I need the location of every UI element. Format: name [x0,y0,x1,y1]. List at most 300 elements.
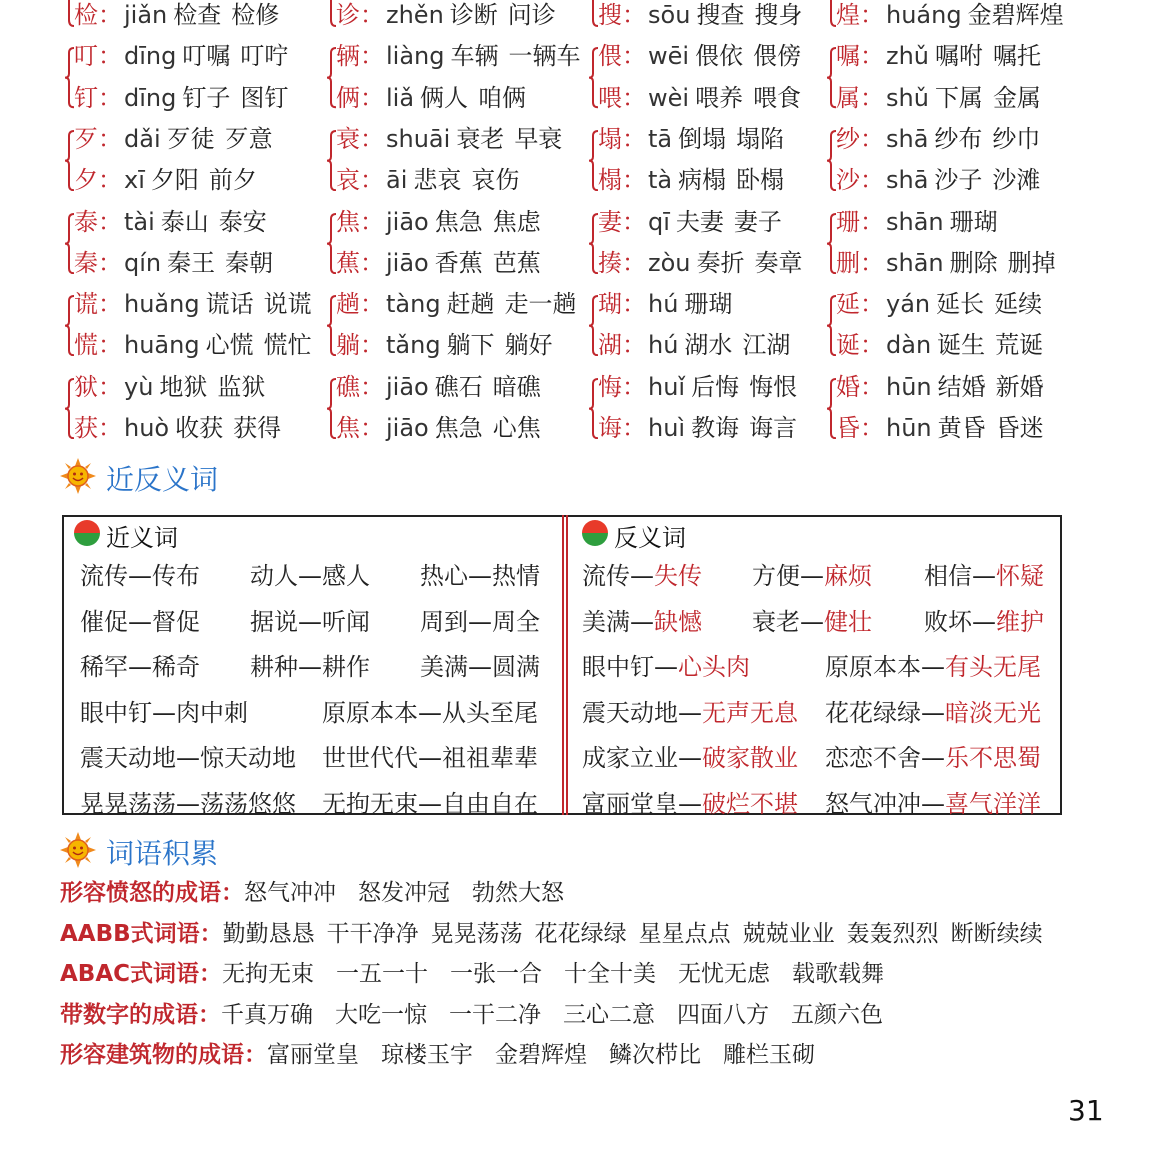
char: 嘱 [836,42,860,71]
colon: ： [860,124,884,153]
pinyin: liǎ [386,83,415,112]
example-word: 偎傍 [753,42,802,71]
colon: ： [98,166,122,195]
char-entry [336,248,551,278]
synonym-pair: 据说—听闻 [250,607,370,636]
example-word: 金碧辉煌 [967,1,1064,29]
char-entry [598,83,811,113]
example-word: 延续 [994,290,1043,319]
idiom: 载歌载舞 [792,961,885,987]
example-word: 谎话 [205,290,254,319]
char-entry [598,330,800,360]
box-divider [562,515,568,815]
antonym-pair [924,556,1044,591]
pinyin: tàng [386,290,441,319]
example-word: 金属 [992,83,1041,112]
brace-icon [826,0,838,28]
ball-icon [582,520,608,546]
colon: ： [622,331,646,360]
example-word: 珊瑚 [949,207,998,236]
page-number: 31 [1068,1094,1104,1127]
char: 煌 [836,1,860,29]
antonym-pair [825,647,1041,682]
pinyin: dīng [124,83,177,112]
colon: ： [98,414,122,442]
antonym-word: 败坏— [924,607,996,636]
section-title-word-accumulation: 词语积累 [106,837,219,870]
example-word: 叮嘱 [182,42,231,71]
char: 慌 [74,331,98,360]
idiom: 一干二净 [449,1001,541,1028]
pinyin: āi [386,166,408,195]
pinyin: hūn [886,414,932,442]
char: 辆 [336,42,360,71]
example-word: 妻子 [733,207,782,236]
synonym-pair: 世世代代—祖祖辈辈 [322,744,538,772]
char: 叮 [74,42,98,71]
colon: ： [860,166,884,195]
idiom: 四面八方 [677,1001,769,1028]
example-word: 删除 [949,248,998,277]
char: 搜 [598,1,622,29]
char: 狱 [74,372,98,401]
pinyin: liàng [386,42,445,71]
example-word: 诲言 [749,414,798,442]
char: 秦 [74,248,98,277]
pinyin: huì [648,414,686,442]
example-word: 问诊 [507,1,556,29]
antonym-opposite: 维护 [996,607,1044,636]
idiom: 大吃一惊 [335,1001,427,1028]
example-word: 夕阳 [150,166,199,195]
example-word: 诞生 [937,331,986,360]
char: 趟 [336,290,360,319]
char-entry [336,330,563,360]
colon: ： [98,372,122,401]
char-entry [74,165,267,195]
example-word: 删掉 [1007,248,1056,277]
pinyin: xī [124,166,145,195]
brace-icon [64,295,76,356]
brace-icon [326,0,338,28]
char-entry [336,413,551,443]
char: 延 [836,290,860,319]
example-word: 获得 [233,414,282,442]
antonym-opposite: 破烂不堪 [702,789,798,818]
colon: ： [98,207,122,236]
char-entry [836,372,1054,402]
accumulation-row [60,955,906,988]
colon: ： [360,1,384,29]
colon: ： [98,248,122,277]
antonym-opposite: 有头无尾 [945,653,1041,681]
example-word: 秦朝 [225,248,274,277]
pinyin: huáng [886,1,962,29]
char-entry [836,289,1052,319]
example-word: 赶趟 [446,290,495,319]
brace-icon [826,130,838,191]
antonym-word: 相信— [924,562,996,590]
colon: ： [860,414,884,442]
char: 妻 [598,207,622,236]
example-word: 咱俩 [478,83,527,112]
idiom: 兢兢业业 [742,920,835,947]
colon: ： [622,83,646,112]
idiom: 晃晃荡荡 [430,920,523,947]
example-word: 车辆 [450,42,499,71]
antonym-word: 方便— [752,562,824,590]
idiom: 无忧无虑 [678,961,771,987]
colon: ： [860,372,884,401]
example-word: 检修 [231,1,280,29]
char-entry [836,41,1051,71]
accumulation-row [60,915,1055,948]
colon: ： [860,331,884,360]
example-word: 暗礁 [492,372,541,401]
brace-icon [326,47,338,108]
example-word: 延长 [936,290,985,319]
colon: ： [622,372,646,401]
colon: ： [360,83,384,112]
char-entry [598,372,807,402]
idiom: 一五一十 [336,961,429,987]
colon: ： [98,124,122,153]
example-word: 钉子 [182,83,231,112]
antonym-word: 原原本本— [825,653,945,681]
example-word: 早衰 [514,124,563,153]
synonym-pair: 周到—周全 [420,607,540,636]
antonym-opposite: 健壮 [824,607,872,636]
char: 焦 [336,207,360,236]
idiom: 千真万确 [221,1001,313,1028]
pinyin: tā [648,124,673,153]
idiom: 怒发冲冠 [358,880,450,906]
example-word: 结婚 [937,372,986,401]
example-word: 倒塌 [678,124,727,153]
pinyin: zhǔ [886,42,930,71]
example-word: 喂养 [695,83,744,112]
example-word: 叮咛 [240,42,289,71]
colon: ： [860,248,884,277]
char-entry [836,165,1050,195]
antonym-word: 衰老— [752,607,824,636]
char: 喂 [598,83,622,112]
char: 谎 [74,290,98,319]
pinyin: hú [648,331,679,360]
antonym-word: 富丽堂皇— [582,789,702,818]
char: 获 [74,414,98,442]
synonyms-header: 近义词 [106,524,178,552]
char-entry [598,41,811,71]
example-word: 新婚 [995,372,1044,401]
colon: ： [98,42,122,71]
example-word: 悔恨 [749,372,798,401]
example-word: 检查 [173,1,222,29]
char: 歹 [74,124,98,153]
char: 夕 [74,166,98,195]
antonym-opposite: 失传 [654,562,702,590]
char-entry [74,289,322,319]
colon: ： [98,331,122,360]
example-word: 前夕 [208,166,257,195]
colon: ： [860,1,884,29]
pinyin: yù [124,372,154,401]
antonym-word: 震天动地— [582,698,702,727]
char: 诲 [598,414,622,442]
pinyin: shā [886,124,929,153]
example-word: 偎依 [695,42,744,71]
antonym-pair [825,738,1041,773]
brace-icon [588,130,600,191]
colon: ： [360,42,384,71]
category-label: 形容建筑物的成语： [60,1042,267,1068]
colon: ： [98,1,122,29]
pinyin: sōu [648,1,691,29]
antonym-pair [582,556,702,591]
antonym-opposite: 心头肉 [678,653,750,681]
pinyin: dīng [124,42,177,71]
example-word: 教诲 [691,414,740,442]
synonym-pair: 稀罕—稀奇 [80,653,200,681]
brace-icon [588,295,600,356]
char: 悔 [598,372,622,401]
antonym-pair [924,602,1044,637]
char-entry [598,289,742,319]
antonym-opposite: 怀疑 [996,562,1044,590]
antonym-pair [752,602,872,637]
char: 湖 [598,331,622,360]
antonym-word: 花花绿绿— [825,698,945,727]
example-word: 卧榻 [736,166,785,195]
accumulation-row [60,874,586,907]
colon: ： [860,83,884,112]
example-word: 监狱 [217,372,266,401]
antonym-opposite: 暗淡无光 [945,698,1041,727]
char-entry [336,83,536,113]
char: 婚 [836,372,860,401]
colon: ： [860,290,884,319]
idiom: 三心二意 [563,1001,655,1028]
char-entry [336,0,566,30]
example-word: 纱布 [934,124,983,153]
char-entry [598,0,812,30]
synonym-pair: 美满—圆满 [420,653,540,681]
antonym-pair [582,647,750,682]
antonym-word: 恋恋不舍— [825,744,945,772]
example-word: 躺下 [446,331,495,360]
pinyin: zhěn [386,1,444,29]
colon: ： [622,124,646,153]
example-word: 沙子 [934,166,983,195]
example-word: 心慌 [205,331,254,360]
char-entry [336,41,591,71]
pinyin: hú [648,290,679,319]
example-word: 江湖 [742,331,791,360]
char-entry [836,0,1074,30]
antonym-word: 美满— [582,607,654,636]
example-word: 走一趟 [504,290,577,319]
idiom: 富丽堂皇 [267,1042,359,1068]
brace-icon [64,0,76,28]
brace-icon [326,130,338,191]
example-word: 悲哀 [413,166,462,195]
example-word: 珊瑚 [684,290,733,319]
idiom: 勃然大怒 [472,880,564,906]
brace-icon [588,378,600,439]
antonym-opposite: 缺憾 [654,607,702,636]
char-entry [598,207,792,237]
pinyin: shān [886,248,944,277]
idiom: 金碧辉煌 [495,1042,587,1068]
pinyin: dàn [886,331,932,360]
accumulation-row [60,1036,837,1069]
antonym-pair [582,602,702,637]
antonym-pair [582,693,798,728]
antonym-word: 怒气冲冲— [825,789,945,818]
brace-icon [588,0,600,28]
char-entry [74,83,298,113]
char: 检 [74,1,98,29]
char-entry [836,83,1051,113]
colon: ： [360,166,384,195]
pinyin: dǎi [124,124,161,153]
pinyin: shān [886,207,944,236]
char-entry [336,289,587,319]
char: 钉 [74,83,98,112]
example-word: 地狱 [159,372,208,401]
example-word: 图钉 [240,83,289,112]
brace-icon [64,213,76,274]
char-entry [74,41,298,71]
pinyin: huāng [124,331,200,360]
synonym-pair: 震天动地—惊天动地 [80,744,296,772]
idiom: 轰轰烈烈 [846,920,939,947]
example-word: 礁石 [434,372,483,401]
brace-icon [826,295,838,356]
pinyin: hūn [886,372,932,401]
pinyin: tài [124,207,155,236]
char-entry [74,372,275,402]
example-word: 焦虑 [492,207,541,236]
colon: ： [360,372,384,401]
example-word: 歹意 [224,124,273,153]
synonym-pair: 流传—传布 [80,562,200,590]
example-word: 说谎 [263,290,312,319]
pinyin: qín [124,248,162,277]
antonym-opposite: 无声无息 [702,698,798,727]
char-entry [336,372,551,402]
char: 偎 [598,42,622,71]
idiom: 星星点点 [638,920,731,947]
char: 蕉 [336,248,360,277]
example-word: 搜查 [696,1,745,29]
pinyin: wēi [648,42,690,71]
antonyms-header: 反义词 [614,524,686,552]
example-word: 慌忙 [263,331,312,360]
example-word: 嘱咐 [935,42,984,71]
example-word: 诊断 [449,1,498,29]
example-word: 躺好 [504,331,553,360]
idiom: 一张一合 [450,961,543,987]
pinyin: wèi [648,83,690,112]
char: 塌 [598,124,622,153]
example-word: 泰安 [218,207,267,236]
colon: ： [98,290,122,319]
char-entry [74,248,283,278]
char: 俩 [336,83,360,112]
section-title-synonyms-antonyms: 近反义词 [106,463,219,496]
brace-icon [64,378,76,439]
antonym-pair [752,556,872,591]
char: 属 [836,83,860,112]
idiom: 雕栏玉砌 [723,1042,815,1068]
antonym-word: 流传— [582,562,654,590]
char-entry [74,0,289,30]
idiom: 鳞次栉比 [609,1042,701,1068]
idiom: 勤勤恳恳 [222,920,315,947]
pinyin: jiāo [386,248,429,277]
synonym-pair: 催促—督促 [80,607,200,636]
synonym-pair: 无拘无束—自由自在 [322,789,538,818]
char: 诞 [836,331,860,360]
synonym-pair: 耕种—耕作 [250,653,370,681]
brace-icon [326,213,338,274]
antonym-pair [582,784,798,819]
pinyin: yán [886,290,931,319]
example-word: 后悔 [691,372,740,401]
pinyin: jiāo [386,207,429,236]
example-word: 泰山 [160,207,209,236]
example-word: 昏迷 [995,414,1044,442]
char-entry [74,413,291,443]
brace-icon [588,47,600,108]
char: 礁 [336,372,360,401]
idiom: 干干净净 [326,920,419,947]
char: 诊 [336,1,360,29]
colon: ： [622,248,646,277]
char-entry [836,413,1054,443]
pinyin: jiǎn [124,1,168,29]
category-label: AABB式词语： [60,920,223,947]
example-word: 病榻 [678,166,727,195]
sun-icon [60,832,96,868]
synonym-pair: 晃晃荡荡—荡荡悠悠 [80,789,296,818]
colon: ： [360,414,384,442]
antonym-opposite: 破家散业 [702,744,798,772]
synonym-pair: 热心—热情 [420,562,540,590]
char: 焦 [336,414,360,442]
example-word: 奏折 [696,248,745,277]
example-word: 纱巾 [992,124,1041,153]
char: 躺 [336,331,360,360]
idiom: 断断续续 [950,920,1043,947]
colon: ： [360,207,384,236]
pinyin: qī [648,207,670,236]
char: 哀 [336,166,360,195]
idiom: 花花绿绿 [534,920,627,947]
idiom: 无拘无束 [222,961,315,987]
idiom: 怒气冲冲 [244,880,336,906]
colon: ： [360,124,384,153]
example-word: 芭蕉 [492,248,541,277]
brace-icon [64,130,76,191]
pinyin: huǎng [124,290,200,319]
accumulation-row [60,996,905,1029]
char: 昏 [836,414,860,442]
brace-icon [64,47,76,108]
synonym-pair: 动人—感人 [250,562,370,590]
example-word: 衰老 [456,124,505,153]
